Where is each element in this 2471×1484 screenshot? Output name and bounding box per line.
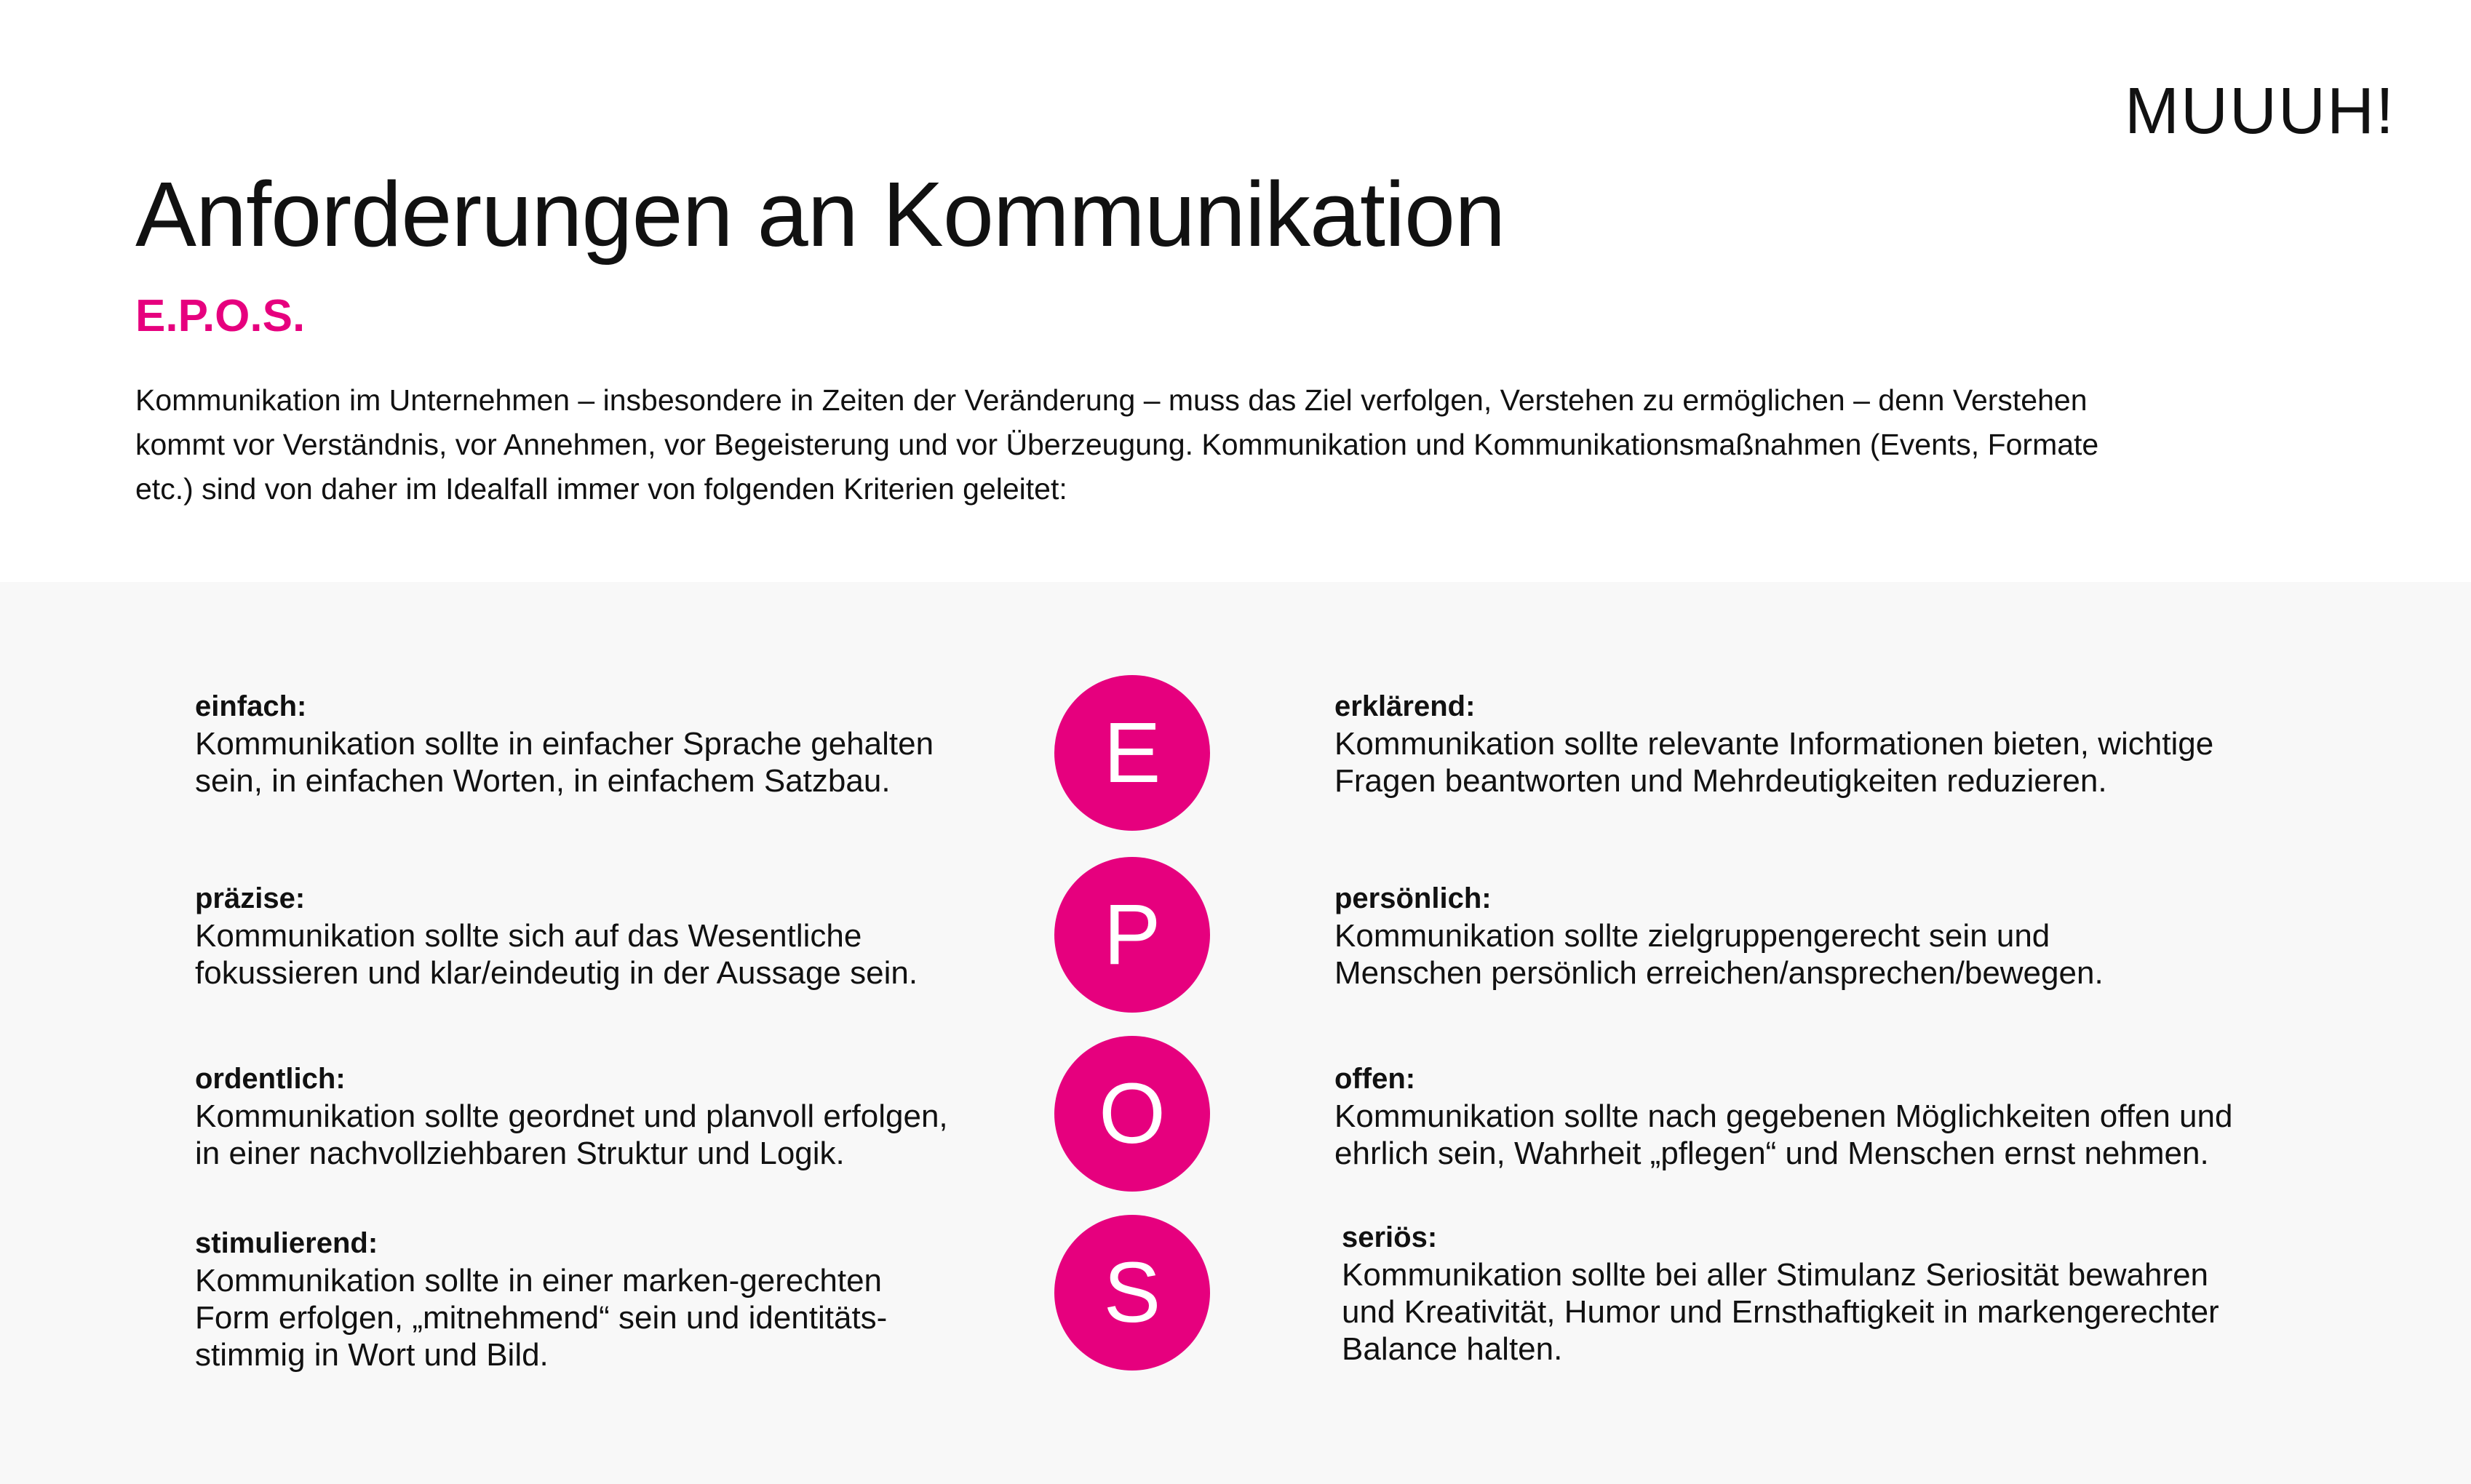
criterion-einfach <box>195 688 959 799</box>
criterion-term: erklärend: <box>1334 690 1476 722</box>
letter-e-badge: E <box>1054 675 1210 831</box>
page-subtitle: E.P.O.S. <box>135 291 306 341</box>
criterion-text: Kommunikation sollte zielgruppengerecht sein und Menschen persönlich erreichen/ansprechen/bewegen. <box>1334 918 2104 991</box>
criterion-stimulierend <box>195 1225 930 1373</box>
criterion-term: stimulierend: <box>195 1227 378 1259</box>
criterion-term: offen: <box>1334 1063 1416 1095</box>
criterion-praezise <box>195 880 944 992</box>
letter-p-badge: P <box>1054 857 1210 1013</box>
letter-s-badge: S <box>1054 1215 1210 1371</box>
criterion-erklaerend <box>1334 688 2229 799</box>
page-title: Anforderungen an Kommunikation <box>135 163 1505 266</box>
criterion-term: präzise: <box>195 882 306 914</box>
criterion-text: Kommunikation sollte geordnet und planvoll erfolgen, in einer nachvollziehbaren Struktur und Logik. <box>195 1098 948 1171</box>
criterion-text: Kommunikation sollte nach gegebenen Möglichkeiten offen und ehrlich sein, Wahrheit „pflegen“ und Menschen ernst nehmen. <box>1334 1098 2233 1171</box>
brand-logo: MUUUH! <box>2125 75 2395 148</box>
criterion-term: seriös: <box>1342 1221 1438 1253</box>
criterion-serioes <box>1342 1219 2259 1368</box>
criterion-term: persönlich: <box>1334 882 1492 914</box>
criterion-term: ordentlich: <box>195 1063 346 1095</box>
criterion-text: Kommunikation sollte in einer marken-gerechten Form erfolgen, „mitnehmend“ sein und identitäts-stimmig in Wort und Bild. <box>195 1263 888 1373</box>
criterion-persoenlich <box>1334 880 2157 992</box>
criterion-ordentlich <box>195 1061 966 1172</box>
criterion-text: Kommunikation sollte in einfacher Sprache gehalten sein, in einfachen Worten, in einfachem Satzbau. <box>195 726 934 799</box>
intro-paragraph: Kommunikation im Unternehmen – insbesondere in Zeiten der Veränderung – muss das Ziel verfolgen, Verstehen zu ermöglichen – denn Verstehen kommt vor Verständnis, vor Annehmen, vor Begeisterung und vor Überzeugung. Kommunikation und Kommunikationsmaßnahmen (Events, Formate etc.) sind von daher im Idealfall immer von folgenden Kriterien geleitet: <box>135 383 2099 506</box>
letter-o-badge: O <box>1054 1036 1210 1192</box>
criterion-offen <box>1334 1061 2280 1172</box>
criterion-text: Kommunikation sollte sich auf das Wesentliche fokussieren und klar/eindeutig in der Aussage sein. <box>195 918 918 991</box>
criterion-term: einfach: <box>195 690 307 722</box>
criterion-text: Kommunikation sollte relevante Informationen bieten, wichtige Fragen beantworten und Mehrdeutigkeiten reduzieren. <box>1334 726 2214 799</box>
criterion-text: Kommunikation sollte bei aller Stimulanz Seriosität bewahren und Kreativität, Humor und Ernsthaftigkeit in markengerechter Balance halten. <box>1342 1257 2219 1367</box>
